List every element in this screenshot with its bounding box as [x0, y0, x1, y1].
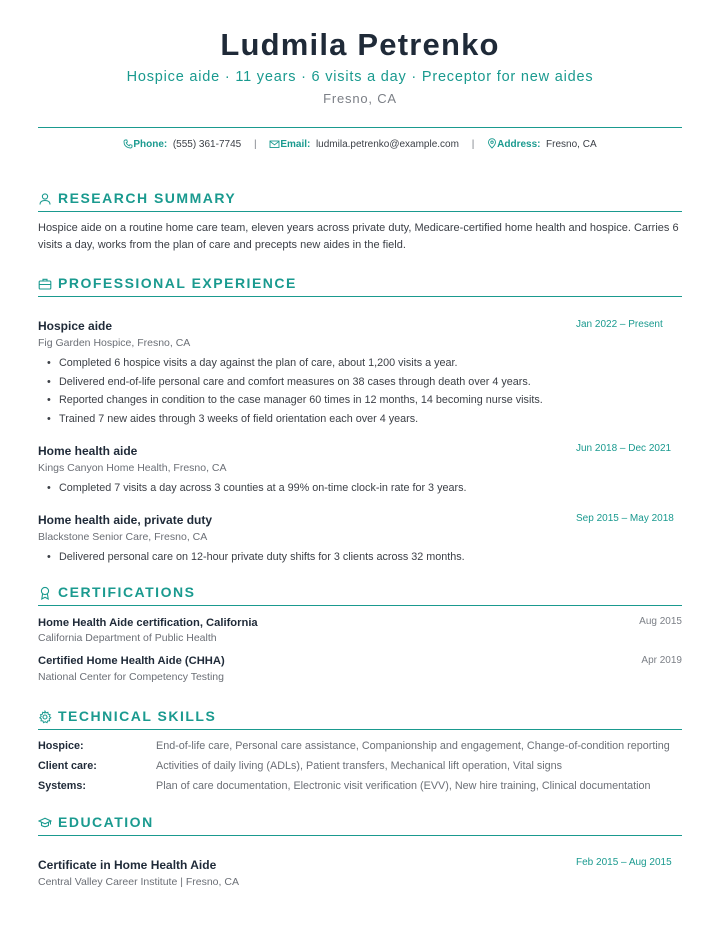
job-title: Hospice aide [38, 319, 113, 333]
address-value: Fresno, CA [546, 139, 597, 150]
contact-separator: | [471, 139, 475, 150]
section-header-education [38, 816, 682, 836]
section-title-certifications: CERTIFICATIONS [58, 584, 196, 600]
certification-title: Home Health Aide certification, California [38, 617, 258, 629]
skill-category: Hospice: [38, 740, 84, 752]
contact-bar [38, 138, 682, 150]
certification-date: Apr 2019 [641, 655, 682, 666]
job-bullets [47, 481, 677, 500]
job-bullet: • Completed 7 visits a day across 3 counties at a 99% on-time clock-in rate for 3 years. [47, 481, 677, 500]
award-ribbon-icon [38, 586, 52, 600]
job-date: Jun 2018 – Dec 2021 [576, 443, 672, 454]
section-title-experience: PROFESSIONAL EXPERIENCE [58, 275, 297, 291]
job-organization: Kings Canyon Home Health, Fresno, CA [38, 462, 227, 474]
job-title: Home health aide [38, 444, 138, 458]
briefcase-icon [38, 277, 52, 291]
skill-values: End-of-life care, Personal care assistance, Companionship and engagement, Change-of-condition reporting [156, 740, 670, 752]
job-bullets [47, 356, 677, 431]
headline-tagline: Hospice aide · 11 years · 6 visits a day · Preceptor for new aides [126, 69, 594, 85]
section-header-skills [38, 710, 682, 730]
education-institution: Central Valley Career Institute | Fresno, CA [38, 876, 239, 888]
map-pin-icon [487, 139, 497, 150]
person-icon [38, 192, 52, 206]
job-organization: Fig Garden Hospice, Fresno, CA [38, 337, 191, 349]
job-bullet: • Delivered end-of-life personal care and comfort measures on 38 cases through death over 4 years. [47, 375, 677, 394]
job-title: Home health aide, private duty [38, 513, 213, 527]
candidate-name: Ludmila Petrenko [220, 27, 500, 62]
section-title-summary: RESEARCH SUMMARY [58, 190, 237, 206]
certification-issuer: California Department of Public Health [38, 632, 217, 644]
skill-values: Plan of care documentation, Electronic visit verification (EVV), New hire training, Clinical documentation [156, 780, 651, 792]
job-date: Jan 2022 – Present [576, 319, 663, 330]
summary-text: Hospice aide on a routine home care team, eleven years across private duty, Medicare-certified home health and hospice. Carries 6 visits a day, works from the plan of care and precepts new aides in the field. [38, 222, 679, 251]
certification-date: Aug 2015 [639, 616, 682, 627]
certification-issuer: National Center for Competency Testing [38, 671, 224, 683]
section-header-summary [38, 192, 682, 212]
section-title-education: EDUCATION [58, 814, 154, 830]
gear-icon [38, 710, 52, 724]
graduation-cap-icon [38, 816, 52, 830]
phone-value[interactable]: (555) 361-7745 [172, 139, 242, 150]
email-value[interactable]: ludmila.petrenko@example.com [315, 139, 459, 150]
email-label: Email: [280, 139, 311, 150]
job-bullets [47, 550, 677, 569]
skill-category: Systems: [38, 780, 87, 792]
job-bullet: • Delivered personal care on 12-hour private duty shifts for 3 clients across 32 months. [47, 550, 677, 569]
contact-separator: | [253, 139, 257, 150]
job-bullet: • Completed 6 hospice visits a day against the plan of care, about 1,200 visits a year. [47, 356, 677, 375]
section-title-skills: TECHNICAL SKILLS [58, 708, 217, 724]
job-date: Sep 2015 – May 2018 [576, 513, 674, 524]
job-bullet: • Reported changes in condition to the case manager 60 times in 12 months, 14 becoming nurse visits. [47, 393, 677, 412]
skill-values: Activities of daily living (ADLs), Patient transfers, Mechanical lift operation, Vital signs [156, 760, 563, 772]
section-header-certifications [38, 586, 682, 606]
skill-category: Client care: [38, 760, 97, 772]
job-organization: Blackstone Senior Care, Fresno, CA [38, 531, 208, 543]
envelope-icon [269, 139, 280, 150]
section-header-experience [38, 277, 682, 297]
header-location: Fresno, CA [323, 91, 397, 106]
header-divider [38, 127, 682, 128]
address-label: Address: [497, 139, 541, 150]
certification-title: Certified Home Health Aide (CHHA) [38, 655, 225, 667]
phone-label: Phone: [133, 139, 168, 150]
job-bullet: • Trained 7 new aides through 3 weeks of field orientation each over 4 years. [47, 412, 677, 431]
education-credential: Certificate in Home Health Aide [38, 858, 217, 872]
education-date: Feb 2015 – Aug 2015 [576, 857, 672, 868]
phone-icon [123, 139, 133, 150]
